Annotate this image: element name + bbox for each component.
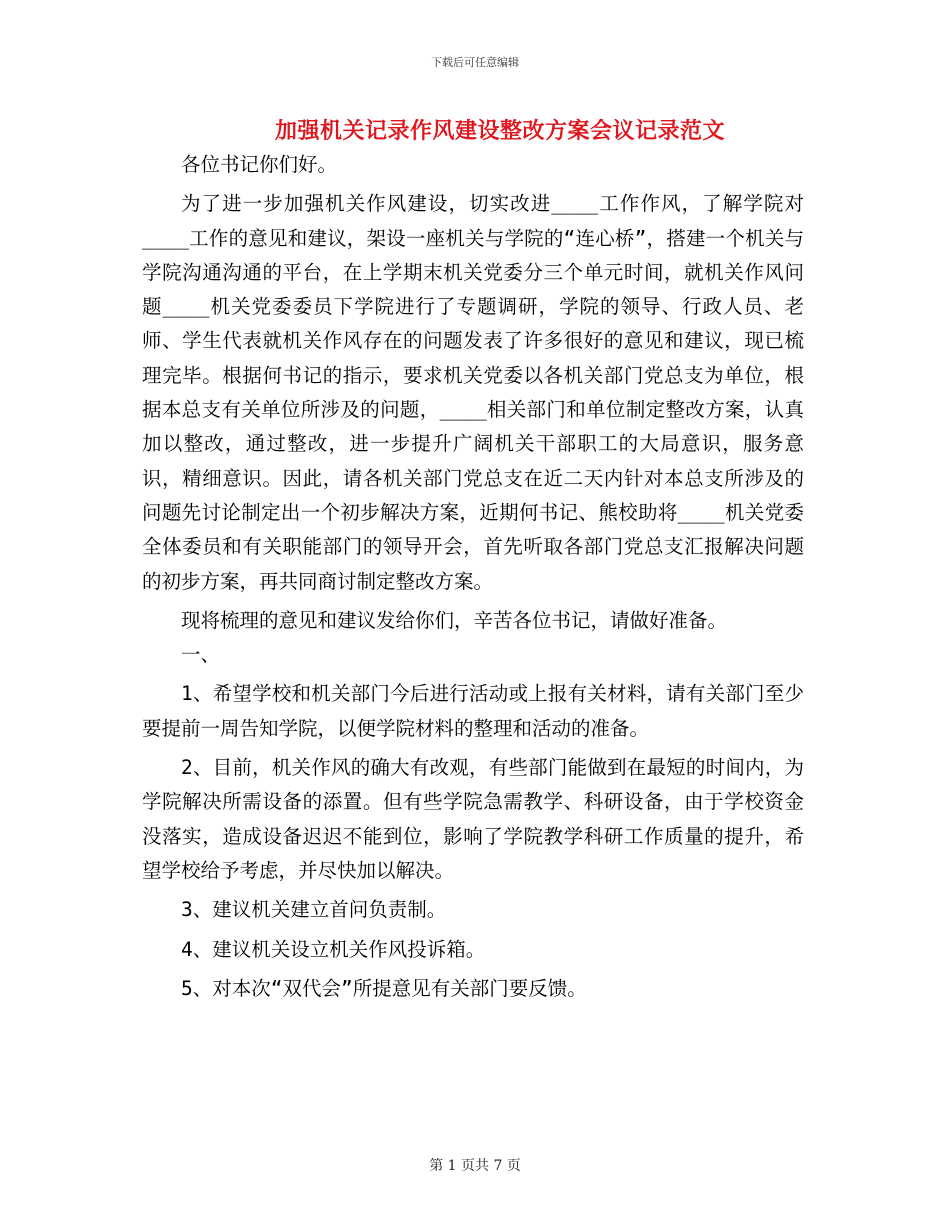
page-number-footer: 第 1 页共 7 页 xyxy=(429,1158,521,1174)
list-item-2: 2、目前，机关作风的确大有改观，有些部门能做到在最短的时间内，为学院解决所需设备的添置。但有些学院急需教学、科研设备，由于学校资金没落实，造成设备迟迟不能到位，影响了学院教学科研工作质量的提升，希望学校给予考虑，并尽快加以解决。 xyxy=(142,756,804,882)
paragraph-notice: 现将梳理的意见和建议发给你们，辛苦各位书记，请做好准备。 xyxy=(181,608,728,632)
document-title: 加强机关记录作风建设整改方案会议记录范文 xyxy=(274,118,725,144)
header-note: 下载后可任意编辑 xyxy=(431,56,519,69)
section-heading: 一、 xyxy=(181,643,221,667)
greeting: 各位书记你们好。 xyxy=(181,153,338,176)
list-item-1: 1、希望学校和机关部门今后进行活动或上报有关材料，请有关部门至少要提前一周告知学院，以便学院材料的整理和活动的准备。 xyxy=(142,682,804,740)
list-item-3: 3、建议机关建立首问负责制。 xyxy=(181,898,447,922)
list-item-5: 5、对本次“双代会”所提意见有关部门要反馈。 xyxy=(181,976,587,1000)
document-body xyxy=(142,148,804,1006)
paragraph-intro: 为了进一步加强机关作风建设，切实改进____工作作风，了解学院对____工作的意见和建议，架设一座机关与学院的“连心桥”，搭建一个机关与学院沟通沟通的平台，在上学期末机关党委分三个单元时间，就机关作风问题____机关党委委员下学院进行了专题调研，学院的领导、行政人员、老师、学生代表就机关作风存在的问题发表了许多很好的意见和建议，现已梳理完毕。根据何书记的指示，要求机关党委以各机关部门党总支为单位，根据本总支有关单位所涉及的问题，____相关部门和单位制定整改方案，认真加以整改，通过整改，进一步提升广阔机关干部职工的大局意识，服务意识，精细意识。因此，请各机关部门党总支在近二天内针对本总支所涉及的问题先讨论制定出一个初步解决方案，近期何书记、熊校助将____机关党委全体委员和有关职能部门的领导开会，首先听取各部门党总支汇报解决问题的初步方案，再共同商讨制定整改方案。 xyxy=(142,192,804,593)
list-item-4: 4、建议机关设立机关作风投诉箱。 xyxy=(181,937,486,961)
